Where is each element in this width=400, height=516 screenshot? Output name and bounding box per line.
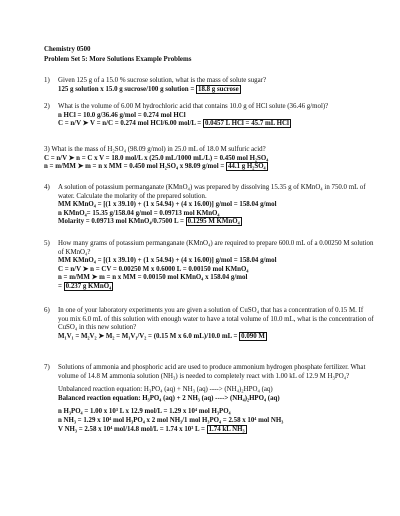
answer-line: Molarity = 0.09713 mol KMnO₄/0.7500 L = 0.1295 M KMnO₄ (58, 218, 240, 226)
question-text: What is the volume of 6.00 M hydrochloric acid that contains 10.0 g of HCl solute (36.46 g/mol)? (58, 103, 329, 110)
problem-number: 3) (44, 146, 50, 153)
answer-line: = 0.237 g KMnO₄ (58, 282, 112, 290)
final-answer: 44.1 g H₂SO₄ (227, 163, 266, 171)
work-line: n KMnO₄= 15.35 g/158.04 g/mol = 0.09713 mol KMnO₄ (58, 209, 220, 217)
final-answer: 0.1295 M KMnO₄ (187, 218, 240, 226)
answer-line: n = m/MM ➤ m = n x MM = 0.450 mol H₂SO₄ x 98.09 g/mol = 44.1 g H₂SO₄ (44, 163, 266, 171)
problem-1 (44, 77, 374, 94)
problem-7 (44, 364, 374, 434)
question-text: A solution of potassium permanganate (KMnO₄) was prepared by dissolving 15.35 g of KMnO₄ in 750.0 mL of water. Calculate the molarity of the prepared solution. (58, 184, 366, 200)
problem-number: 7) (44, 364, 50, 371)
problem-number: 2) (44, 103, 50, 110)
problem-3 (44, 146, 374, 172)
work-line: n HCl = 10.0 g/36.46 g/mol = 0.274 mol HCl (58, 111, 186, 119)
question-text: Solutions of ammonia and phosphoric acid are used to produce ammonium hydrogen phosphate fertilizer. What volume of 14.8 M ammonia solution (NH₃) is needed to completely react with 1.00 kL of 12.9 M H₃PO₄? (58, 364, 366, 380)
problem-number: 6) (44, 307, 50, 314)
work-line: C = n/V ➤ n = CV = 0.00250 M x 0.6000 L = 0.00150 mol KMnO₄ (58, 265, 249, 273)
answer-line: V NH₃ = 2.58 x 10⁴ mol/14.8 mol/L = 1.74 x 10³ L = 1.74 kL NH₃ (58, 425, 245, 433)
problem-6 (44, 307, 374, 341)
final-answer: 0.0457 L HCl = 45.7 mL HCl (204, 120, 289, 128)
work-line: C = n/V ➤ n = C x V = 18.0 mol/L x (25.0 mL/1000 mL/L) = 0.450 mol H₂SO₄ (44, 154, 269, 162)
unbalanced-equation: Unbalanced reaction equation: H₃PO₄ (aq) + NH₃ (aq) ----> (NH₄)₂HPO₄ (aq) (58, 386, 273, 394)
course-title: Chemistry 0500 (44, 46, 91, 53)
final-answer: 1.74 kL NH₃ (208, 425, 245, 433)
final-answer: 0.237 g KMnO₄ (65, 282, 112, 290)
balanced-equation: Balanced reaction equation: H₃PO₄ (aq) + 2 NH₃ (aq) ----> (NH₄)₂HPO₄ (aq) (58, 394, 280, 402)
work-line: n H₃PO₄ = 1.00 x 10³ L x 12.9 mol/L = 1.29 x 10⁴ mol H₃PO₄ (58, 408, 231, 416)
question-text: How many grams of potassium permanganate (KMnO₄) are required to prepare 600.0 mL of a 0.00250 M solution of KMnO₄? (58, 240, 374, 256)
final-answer: 0.090 M (241, 332, 265, 340)
answer-line: M₁V₁ = M₂V₂ ➤ M₂ = M₁V₁/V₂ = (0.15 M x 6.0 mL)/10.0 mL = 0.090 M (58, 332, 265, 340)
problem-number: 4) (44, 184, 50, 191)
question-text: Given 125 g of a 15.0 % sucrose solution, what is the mass of solute sugar? (58, 77, 267, 84)
problem-5 (44, 240, 374, 292)
problem-number: 5) (44, 240, 50, 247)
work-line: MM KMnO₄ = [(1 x 39.10) + (1 x 54.94) + (4 x 16.00)] g/mol = 158.04 g/mol (58, 257, 277, 265)
problem-2 (44, 103, 374, 129)
question-text: 3) What is the mass of H₂SO₄ (98.09 g/mol) in 25.0 mL of 18.0 M sulfuric acid? (44, 146, 266, 153)
problem-4 (44, 184, 374, 227)
work-line: n = m/MM ➤ m = n x MM = 0.00150 mol KMnO₄ x 158.04 g/mol (58, 274, 248, 282)
answer-line: C = n/V ➤ V = n/C = 0.274 mol HCl/6.00 mol/L = 0.0457 L HCl = 45.7 mL HCl (58, 120, 289, 128)
problem-set-title: Problem Set 5: More Solutions Example Problems (44, 56, 192, 63)
question-text: In one of your laboratory experiments you are given a solution of CuSO₄ that has a concentration of 0.15 M. If you mix 6.0 mL of this solution with enough water to have a total volume of 10.0 mL, what is the concentration of CuSO₄ in this new solution? (58, 307, 374, 332)
work-line: n NH₃ = 1.29 x 10⁴ mol H₃PO₄ x 2 mol NH₃/1 mol H₃PO₄ = 2.58 x 10⁴ mol NH₃ (58, 416, 284, 424)
work-line: MM KMnO₄ = [(1 x 39.10) + (1 x 54.94) + (4 x 16.00)] g/mol = 158.04 g/mol (58, 201, 277, 209)
document-header (44, 46, 191, 66)
answer-line: 125 g solution x 15.0 g sucrose/100 g solution = 18.8 g sucrose (58, 85, 239, 93)
problem-number: 1) (44, 77, 50, 84)
final-answer: 18.8 g sucrose (198, 85, 239, 93)
